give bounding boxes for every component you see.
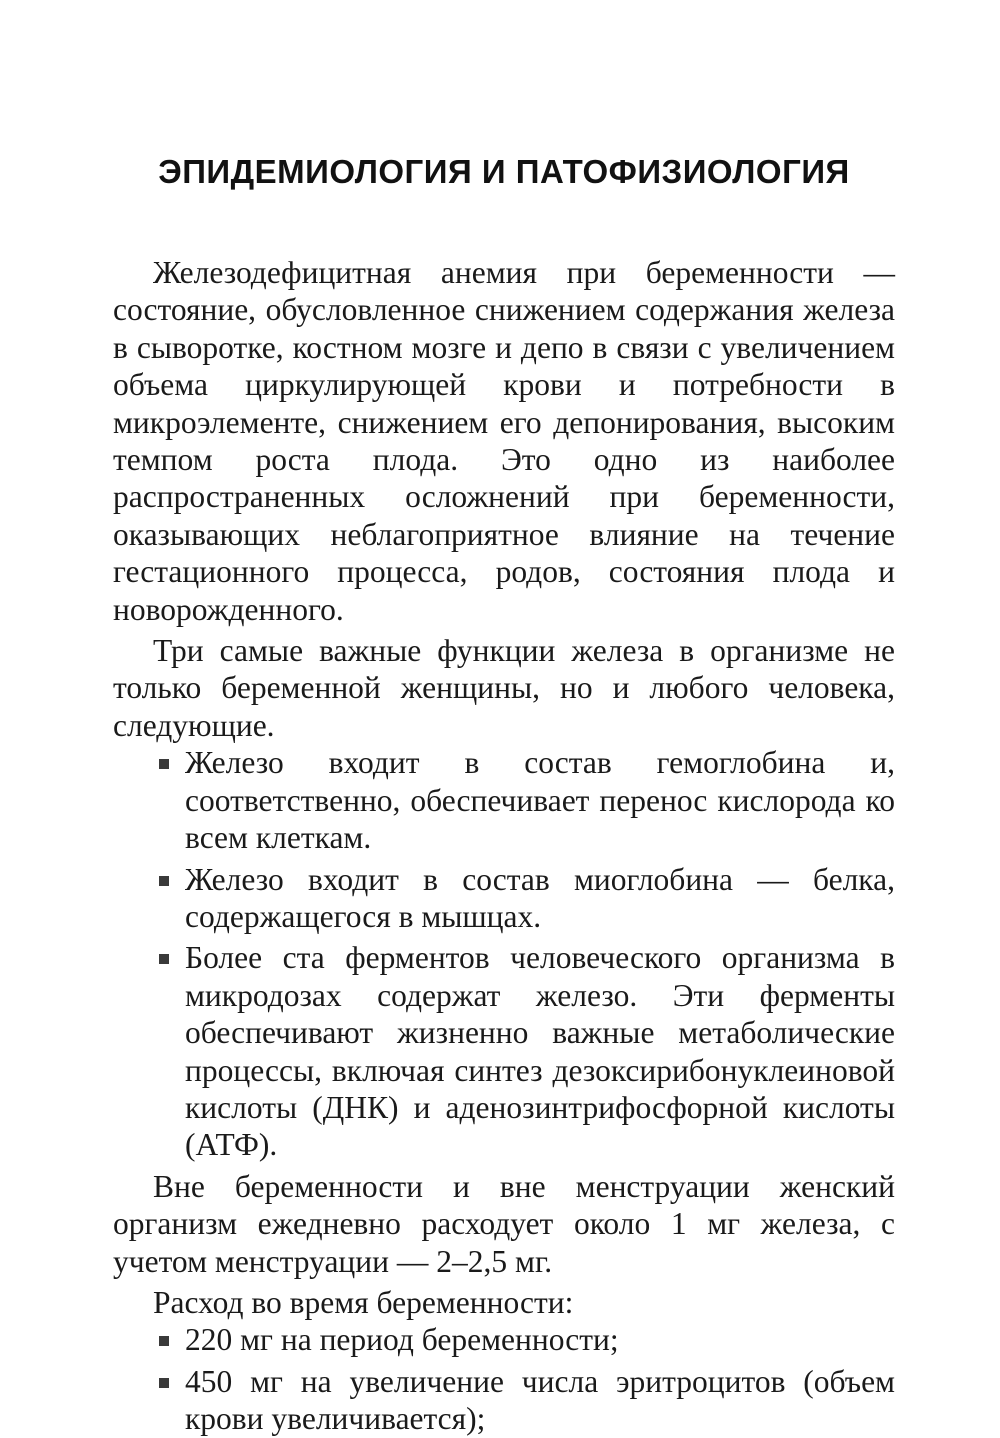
section-heading: ЭПИДЕМИОЛОГИЯ И ПАТОФИЗИОЛОГИЯ bbox=[158, 153, 850, 190]
list-item bbox=[113, 1321, 895, 1358]
functions-list bbox=[113, 744, 895, 1163]
list-item-text: Более ста ферментов человеческого организма в микродозах содержат железо. Эти ферменты обеспечивают жизненно важные метаболические процессы, включая синтез дезоксирибонуклеиновой кислоты (ДНК) и аденозинтрифосфорной кислоты (АТФ). bbox=[185, 940, 895, 1163]
square-bullet-icon bbox=[159, 1378, 169, 1388]
list-item bbox=[113, 861, 895, 936]
list-item bbox=[113, 1363, 895, 1438]
expense-list bbox=[113, 1321, 895, 1437]
list-item bbox=[113, 744, 895, 856]
square-bullet-icon bbox=[159, 759, 169, 769]
square-bullet-icon bbox=[159, 876, 169, 886]
paragraph-definition: Железодефицитная анемия при беременности — состояние, обусловленное снижением содержания железа в сыворотке, костном мозге и депо в связи с увеличением объема циркулирующей крови и потребности в микроэлементе, снижением его депонирования, высоким темпом роста плода. Это одно из наиболее распространенных осложнений при беременности, оказывающих неблагоприятное влияние на течение гестационного процесса, родов, состояния плода и новорожденного. bbox=[113, 255, 895, 627]
paragraph-daily-expense: Вне беременности и вне менструации женский организм ежедневно расходует около 1 мг железа, с учетом менструации — 2–2,5 мг. bbox=[113, 1168, 895, 1279]
paragraph-pregnancy-expense: Расход во время беременности: bbox=[153, 1284, 574, 1320]
list-item-text: Железо входит в состав миоглобина — белка, содержащегося в мышцах. bbox=[185, 861, 895, 934]
list-item-text: 220 мг на период беременности; bbox=[185, 1322, 619, 1358]
square-bullet-icon bbox=[159, 954, 169, 964]
list-item-text: Железо входит в состав гемоглобина и, соответственно, обеспечивает перенос кислорода ко всем клеткам. bbox=[185, 745, 895, 856]
list-item-text: 450 мг на увеличение числа эритроцитов (объем крови увеличивается); bbox=[185, 1363, 895, 1437]
list-item bbox=[113, 939, 895, 1163]
paragraph-functions-intro: Три самые важные функции железа в организме не только беременной женщины, но и любого человека, следующие. bbox=[113, 633, 895, 743]
square-bullet-icon bbox=[159, 1336, 169, 1346]
document-page bbox=[113, 150, 895, 1438]
